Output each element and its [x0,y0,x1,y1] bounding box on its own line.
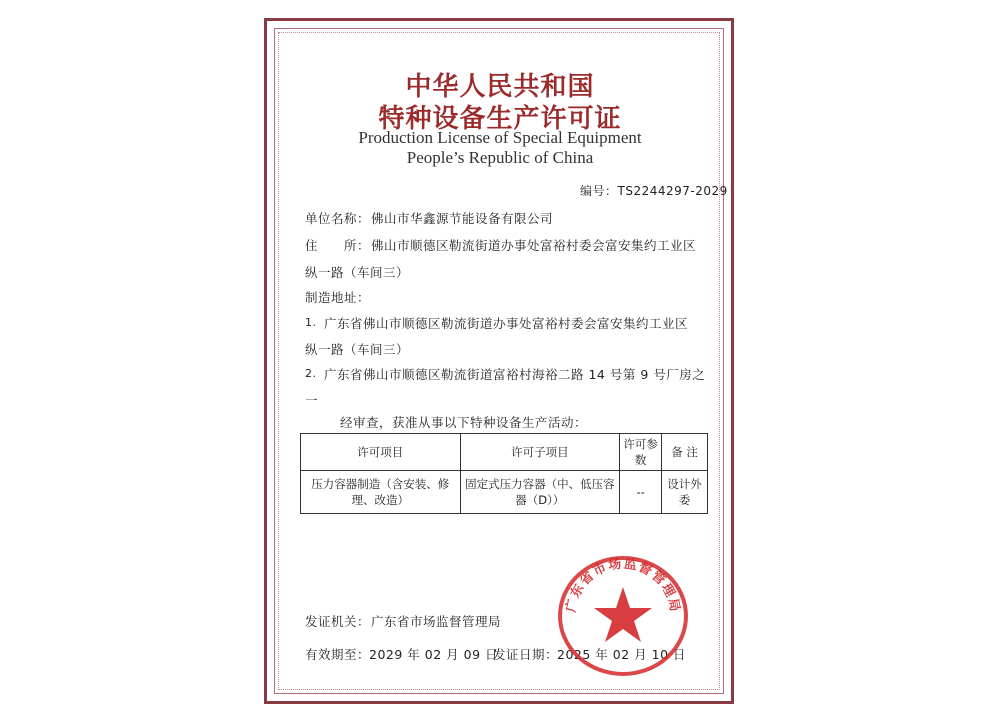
cell-license-param: -- [620,471,662,514]
cell-license-item: 压力容器制造（含安装、修理、改造） [301,471,461,514]
validity-date: 2029 年 02 月 09 日 [369,647,498,662]
title-en-line2: People’s Republic of China [406,148,594,167]
manufacture-label: 制造地址： [305,290,371,305]
table-row [301,471,708,514]
issuer-name: 广东省市场监督管理局 [371,614,502,629]
official-seal [555,553,691,679]
cell-license-subitem: 固定式压力容器（中、低压容器（D）） [460,471,620,514]
manufacture-item-number: 2. [305,367,317,380]
issue-date-label: 发证日期： [493,647,559,662]
cell-note: 设计外委 [662,471,708,514]
unit-name: 佛山市华鑫源节能设备有限公司 [371,211,554,226]
issue-date: 2025 年 02 月 10 日 [557,647,686,662]
approval-sentence: 经审查，获准从事以下特种设备生产活动： [340,415,588,430]
title-en-line1: Production License of Special Equipment [358,128,642,147]
manufacture-address-line2: 纵一路（车间三） [305,342,410,357]
header-license-param: 许可参数 [620,434,662,471]
title-cn-line2: 特种设备生产许可证 [378,104,622,134]
header-license-item: 许可项目 [301,434,461,471]
manufacture-address-line1: 广东省佛山市顺德区勒流街道富裕村海裕二路 14 号第 9 号厂房之 [324,367,706,382]
serial-number: 编号：TS2244297-2029 [580,184,728,198]
address-line2: 纵一路（车间三） [305,265,410,280]
manufacture-item-number: 1. [305,316,317,329]
issuer-label: 发证机关： [305,614,371,629]
license-table [300,433,708,514]
address-label: 住 所： [305,238,371,253]
validity-label: 有效期至： [305,647,371,662]
manufacture-address-line1: 广东省佛山市顺德区勒流街道办事处富裕村委会富安集约工业区 [324,316,689,331]
header-license-subitem: 许可子项目 [460,434,620,471]
title-cn-line1: 中华人民共和国 [405,72,595,102]
header-note: 备 注 [662,434,708,471]
seal-text: 广东省市场监督管理局 [563,556,683,615]
seal-star-icon [594,587,652,642]
unit-label: 单位名称： [305,211,371,226]
manufacture-address-line2: 一 [305,393,319,408]
table-header-row [301,434,708,471]
address-line1: 佛山市顺德区勒流街道办事处富裕村委会富安集约工业区 [371,238,697,253]
